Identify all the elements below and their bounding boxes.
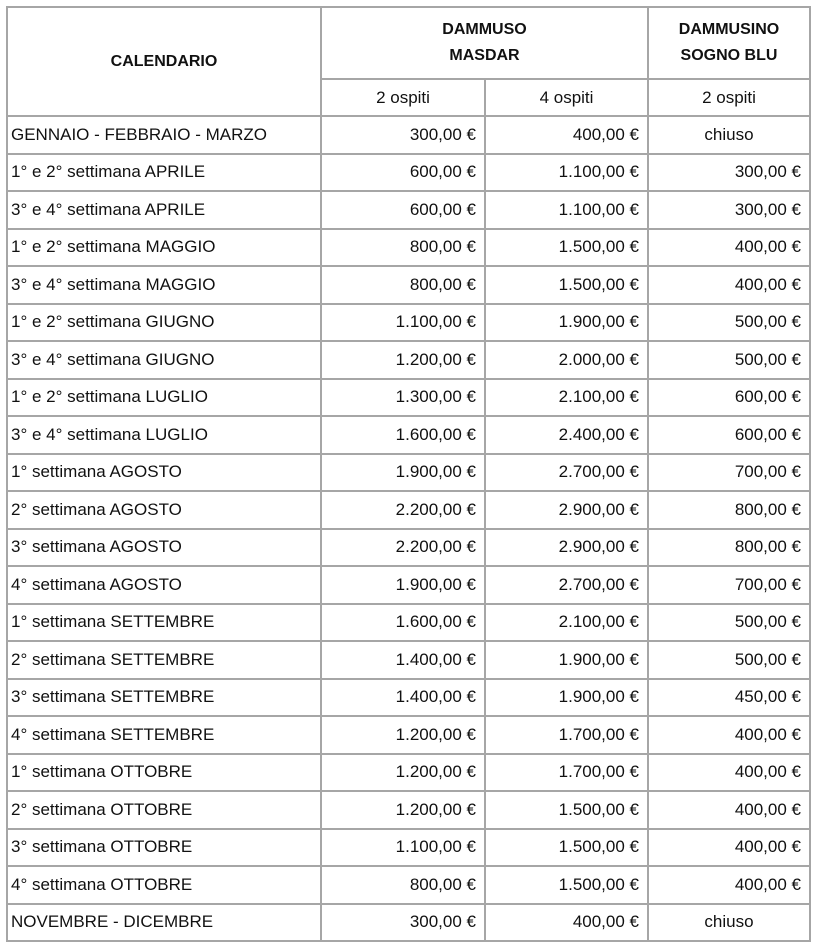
table-row bbox=[7, 304, 810, 342]
table-row bbox=[7, 491, 810, 529]
masdar-4-price-cell: 1.900,00 € bbox=[485, 304, 648, 342]
masdar-4-price-cell: 1.500,00 € bbox=[485, 266, 648, 304]
sognoblu-2-price-cell: 400,00 € bbox=[648, 716, 810, 754]
table-row bbox=[7, 679, 810, 717]
period-cell: 3° settimana AGOSTO bbox=[7, 529, 321, 567]
period-cell: 3° e 4° settimana MAGGIO bbox=[7, 266, 321, 304]
masdar-2-price-cell: 1.200,00 € bbox=[321, 716, 485, 754]
table-body bbox=[7, 116, 810, 941]
table-row bbox=[7, 154, 810, 192]
table-row bbox=[7, 341, 810, 379]
sognoblu-2-price-cell: chiuso bbox=[648, 904, 810, 942]
period-cell: 1° e 2° settimana MAGGIO bbox=[7, 229, 321, 267]
masdar-4-price-cell: 2.700,00 € bbox=[485, 454, 648, 492]
table-row bbox=[7, 529, 810, 567]
sognoblu-2-price-cell: 600,00 € bbox=[648, 379, 810, 417]
masdar-2-price-cell: 1.100,00 € bbox=[321, 304, 485, 342]
masdar-2-price-cell: 800,00 € bbox=[321, 866, 485, 904]
period-cell: NOVEMBRE - DICEMBRE bbox=[7, 904, 321, 942]
calendar-header: CALENDARIO bbox=[7, 7, 321, 116]
masdar-2-price-cell: 1.900,00 € bbox=[321, 454, 485, 492]
group1-line1: DAMMUSO bbox=[442, 21, 527, 38]
masdar-4-price-cell: 1.500,00 € bbox=[485, 791, 648, 829]
masdar-4-price-cell: 2.100,00 € bbox=[485, 379, 648, 417]
sognoblu-2-price-cell: 400,00 € bbox=[648, 754, 810, 792]
sognoblu-2-price-cell: 600,00 € bbox=[648, 416, 810, 454]
sognoblu-2-price-cell: 400,00 € bbox=[648, 229, 810, 267]
masdar-2-price-cell: 300,00 € bbox=[321, 116, 485, 154]
table-row bbox=[7, 454, 810, 492]
table-header bbox=[7, 7, 810, 116]
masdar-2-price-cell: 1.600,00 € bbox=[321, 416, 485, 454]
masdar-4-price-cell: 2.400,00 € bbox=[485, 416, 648, 454]
header-row bbox=[7, 7, 810, 79]
period-cell: 1° settimana OTTOBRE bbox=[7, 754, 321, 792]
masdar-2-price-cell: 800,00 € bbox=[321, 266, 485, 304]
table-row bbox=[7, 754, 810, 792]
table-row bbox=[7, 829, 810, 867]
group1-line2: MASDAR bbox=[449, 47, 520, 64]
table-row bbox=[7, 416, 810, 454]
masdar-4-price-cell: 2.100,00 € bbox=[485, 604, 648, 642]
period-cell: 3° settimana OTTOBRE bbox=[7, 829, 321, 867]
group2-line1: DAMMUSINO bbox=[678, 21, 780, 38]
masdar-4-price-cell: 1.700,00 € bbox=[485, 754, 648, 792]
masdar-4-price-cell: 400,00 € bbox=[485, 904, 648, 942]
price-table-wrapper bbox=[6, 6, 811, 942]
table-row bbox=[7, 191, 810, 229]
sognoblu-2-price-cell: 700,00 € bbox=[648, 566, 810, 604]
table-row bbox=[7, 866, 810, 904]
period-cell: 3° e 4° settimana LUGLIO bbox=[7, 416, 321, 454]
table-row bbox=[7, 641, 810, 679]
group2-line2: SOGNO BLU bbox=[680, 47, 778, 64]
period-cell: GENNAIO - FEBBRAIO - MARZO bbox=[7, 116, 321, 154]
period-cell: 1° e 2° settimana GIUGNO bbox=[7, 304, 321, 342]
masdar-2-price-cell: 1.200,00 € bbox=[321, 754, 485, 792]
period-cell: 1° e 2° settimana APRILE bbox=[7, 154, 321, 192]
period-cell: 4° settimana SETTEMBRE bbox=[7, 716, 321, 754]
sognoblu-2-price-cell: 500,00 € bbox=[648, 304, 810, 342]
table-row bbox=[7, 229, 810, 267]
subheader-masdar-2: 2 ospiti bbox=[321, 79, 485, 116]
masdar-2-price-cell: 1.400,00 € bbox=[321, 641, 485, 679]
masdar-2-price-cell: 2.200,00 € bbox=[321, 529, 485, 567]
masdar-4-price-cell: 2.900,00 € bbox=[485, 491, 648, 529]
dammusino-sogno-blu-header bbox=[648, 7, 810, 79]
subheader-masdar-4: 4 ospiti bbox=[485, 79, 648, 116]
masdar-2-price-cell: 1.200,00 € bbox=[321, 791, 485, 829]
masdar-4-price-cell: 1.700,00 € bbox=[485, 716, 648, 754]
table-row bbox=[7, 716, 810, 754]
price-table bbox=[6, 6, 811, 942]
sognoblu-2-price-cell: 400,00 € bbox=[648, 866, 810, 904]
sognoblu-2-price-cell: 500,00 € bbox=[648, 604, 810, 642]
sognoblu-2-price-cell: 300,00 € bbox=[648, 154, 810, 192]
period-cell: 3° settimana SETTEMBRE bbox=[7, 679, 321, 717]
masdar-2-price-cell: 1.100,00 € bbox=[321, 829, 485, 867]
sognoblu-2-price-cell: 800,00 € bbox=[648, 491, 810, 529]
sognoblu-2-price-cell: 500,00 € bbox=[648, 641, 810, 679]
masdar-4-price-cell: 1.500,00 € bbox=[485, 866, 648, 904]
masdar-4-price-cell: 400,00 € bbox=[485, 116, 648, 154]
masdar-2-price-cell: 800,00 € bbox=[321, 229, 485, 267]
masdar-4-price-cell: 2.900,00 € bbox=[485, 529, 648, 567]
masdar-2-price-cell: 1.300,00 € bbox=[321, 379, 485, 417]
sognoblu-2-price-cell: 300,00 € bbox=[648, 191, 810, 229]
period-cell: 4° settimana AGOSTO bbox=[7, 566, 321, 604]
masdar-2-price-cell: 2.200,00 € bbox=[321, 491, 485, 529]
masdar-4-price-cell: 1.900,00 € bbox=[485, 641, 648, 679]
table-row bbox=[7, 904, 810, 942]
masdar-2-price-cell: 1.900,00 € bbox=[321, 566, 485, 604]
sognoblu-2-price-cell: 500,00 € bbox=[648, 341, 810, 379]
masdar-4-price-cell: 2.000,00 € bbox=[485, 341, 648, 379]
table-row bbox=[7, 604, 810, 642]
subheader-sognoblu-2: 2 ospiti bbox=[648, 79, 810, 116]
table-row bbox=[7, 266, 810, 304]
masdar-4-price-cell: 1.100,00 € bbox=[485, 191, 648, 229]
sognoblu-2-price-cell: 800,00 € bbox=[648, 529, 810, 567]
masdar-2-price-cell: 300,00 € bbox=[321, 904, 485, 942]
period-cell: 4° settimana OTTOBRE bbox=[7, 866, 321, 904]
masdar-2-price-cell: 1.600,00 € bbox=[321, 604, 485, 642]
period-cell: 1° settimana AGOSTO bbox=[7, 454, 321, 492]
table-row bbox=[7, 566, 810, 604]
sognoblu-2-price-cell: 450,00 € bbox=[648, 679, 810, 717]
sognoblu-2-price-cell: 400,00 € bbox=[648, 791, 810, 829]
sognoblu-2-price-cell: 400,00 € bbox=[648, 829, 810, 867]
period-cell: 1° settimana SETTEMBRE bbox=[7, 604, 321, 642]
masdar-4-price-cell: 1.500,00 € bbox=[485, 229, 648, 267]
sognoblu-2-price-cell: chiuso bbox=[648, 116, 810, 154]
table-row bbox=[7, 791, 810, 829]
masdar-4-price-cell: 2.700,00 € bbox=[485, 566, 648, 604]
sognoblu-2-price-cell: 400,00 € bbox=[648, 266, 810, 304]
sognoblu-2-price-cell: 700,00 € bbox=[648, 454, 810, 492]
masdar-4-price-cell: 1.100,00 € bbox=[485, 154, 648, 192]
masdar-2-price-cell: 600,00 € bbox=[321, 191, 485, 229]
masdar-2-price-cell: 1.400,00 € bbox=[321, 679, 485, 717]
period-cell: 1° e 2° settimana LUGLIO bbox=[7, 379, 321, 417]
period-cell: 2° settimana AGOSTO bbox=[7, 491, 321, 529]
masdar-4-price-cell: 1.500,00 € bbox=[485, 829, 648, 867]
period-cell: 3° e 4° settimana GIUGNO bbox=[7, 341, 321, 379]
period-cell: 2° settimana SETTEMBRE bbox=[7, 641, 321, 679]
table-row bbox=[7, 379, 810, 417]
masdar-4-price-cell: 1.900,00 € bbox=[485, 679, 648, 717]
dammuso-masdar-header bbox=[321, 7, 648, 79]
masdar-2-price-cell: 1.200,00 € bbox=[321, 341, 485, 379]
period-cell: 3° e 4° settimana APRILE bbox=[7, 191, 321, 229]
masdar-2-price-cell: 600,00 € bbox=[321, 154, 485, 192]
table-row bbox=[7, 116, 810, 154]
period-cell: 2° settimana OTTOBRE bbox=[7, 791, 321, 829]
